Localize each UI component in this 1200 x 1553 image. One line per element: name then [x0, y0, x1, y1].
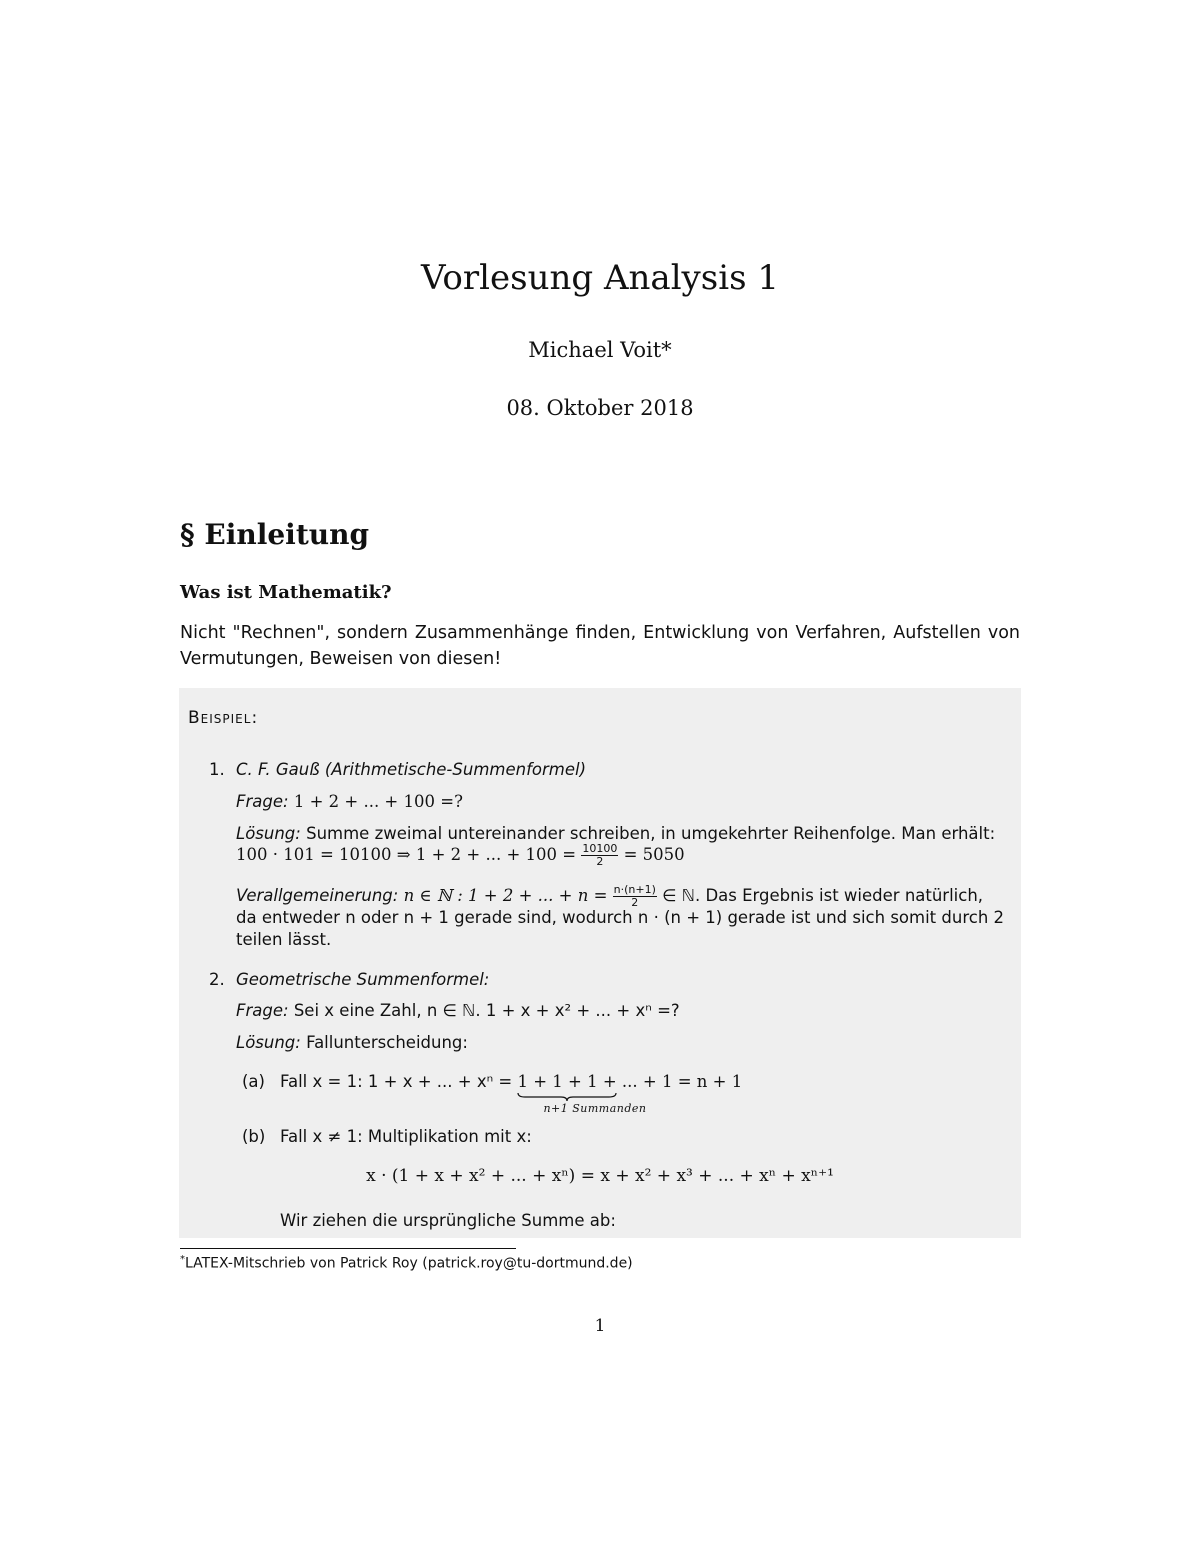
question-formula: 1 + 2 + ... + 100 =? — [293, 792, 463, 811]
fraction-denominator: 2 — [596, 855, 604, 868]
solution-label: Lösung: — [236, 1033, 301, 1052]
item-title: Geometrische Summenformel: — [236, 970, 490, 989]
fraction-numerator: n·(n+1) — [613, 883, 656, 896]
item-number: 1. — [209, 760, 225, 779]
solution-line — [236, 824, 1018, 843]
footnote-text: LATEX-Mitschrieb von Patrick Roy (patrick.roy@tu-dortmund.de) — [185, 1255, 633, 1272]
date: 08. Oktober 2018 — [506, 396, 694, 420]
case-label: (a) — [242, 1072, 265, 1091]
underbrace-label: n+1 Summanden — [543, 1102, 647, 1115]
closing-text: Wir ziehen die ursprüngliche Summe ab: — [280, 1211, 616, 1230]
underbrace-group — [517, 1072, 673, 1115]
footnote-rule — [180, 1248, 516, 1249]
generalization-text: ∈ ℕ. Das Ergebnis ist wieder natürlich, — [662, 886, 984, 905]
item-title: C. F. Gauß (Arithmetische-Summenformel) — [236, 760, 587, 779]
intro-paragraph: Nicht "Rechnen", sondern Zusammenhänge finden, Entwicklung von Verfahren, Aufstellen von Vermutungen, Beweisen von diesen! — [180, 623, 1020, 669]
item-number: 2. — [209, 970, 225, 989]
solution-equation — [236, 843, 685, 868]
document-title: Vorlesung Analysis 1 — [421, 258, 779, 298]
underbrace-content: 1 + 1 + 1 + ... + 1 — [517, 1072, 673, 1091]
question-label: Frage: — [236, 1001, 289, 1020]
generalization-text: teilen lässt. — [236, 930, 332, 949]
solution-text: Fallunterscheidung: — [306, 1033, 468, 1052]
fraction — [581, 843, 618, 868]
example-label: Beispiel: — [188, 708, 259, 728]
footnote — [180, 1254, 633, 1272]
case-text: = n + 1 — [677, 1072, 743, 1091]
equation-part: 100 · 101 = 10100 ⇒ 1 + 2 + ... + 100 = — [236, 845, 577, 864]
question-line — [236, 1001, 680, 1020]
fraction-denominator: 2 — [631, 896, 639, 909]
case-b: Fall x ≠ 1: Multiplikation mit x: — [280, 1127, 532, 1146]
footnote-mark: * — [180, 1254, 185, 1265]
page-number: 1 — [594, 1316, 606, 1336]
fraction — [613, 884, 657, 909]
display-equation: x · (1 + x + x² + ... + xⁿ) = x + x² + x³ + ... + xⁿ + xⁿ⁺¹ — [366, 1166, 834, 1186]
case-text: Fall x = 1: 1 + x + ... + xⁿ = — [280, 1072, 513, 1091]
underbrace-icon — [517, 1092, 617, 1102]
generalization-text: da entweder n oder n + 1 gerade sind, wodurch n · (n + 1) gerade ist und sich somit durch 2 — [236, 908, 1005, 927]
solution-line — [236, 1033, 468, 1052]
generalization-line — [236, 884, 983, 909]
generalization-label: Verallgemeinerung: — [236, 886, 399, 905]
solution-label: Lösung: — [236, 824, 301, 843]
solution-text: Summe zweimal untereinander schreiben, in umgekehrter Reihenfolge. Man erhält: — [306, 824, 996, 843]
equation-part: = 5050 — [623, 845, 685, 864]
subsection-heading: Was ist Mathematik? — [180, 582, 392, 603]
case-label: (b) — [242, 1127, 266, 1146]
equation-part: n ∈ ℕ : 1 + 2 + ... + n = — [403, 886, 608, 905]
case-a — [280, 1072, 743, 1115]
question-formula: Sei x eine Zahl, n ∈ ℕ. 1 + x + x² + ... + xⁿ =? — [293, 1001, 680, 1020]
section-heading: § Einleitung — [180, 518, 370, 551]
question-label: Frage: — [236, 792, 289, 811]
fraction-numerator: 10100 — [582, 842, 618, 855]
question-line — [236, 792, 463, 811]
author: Michael Voit* — [528, 338, 672, 362]
